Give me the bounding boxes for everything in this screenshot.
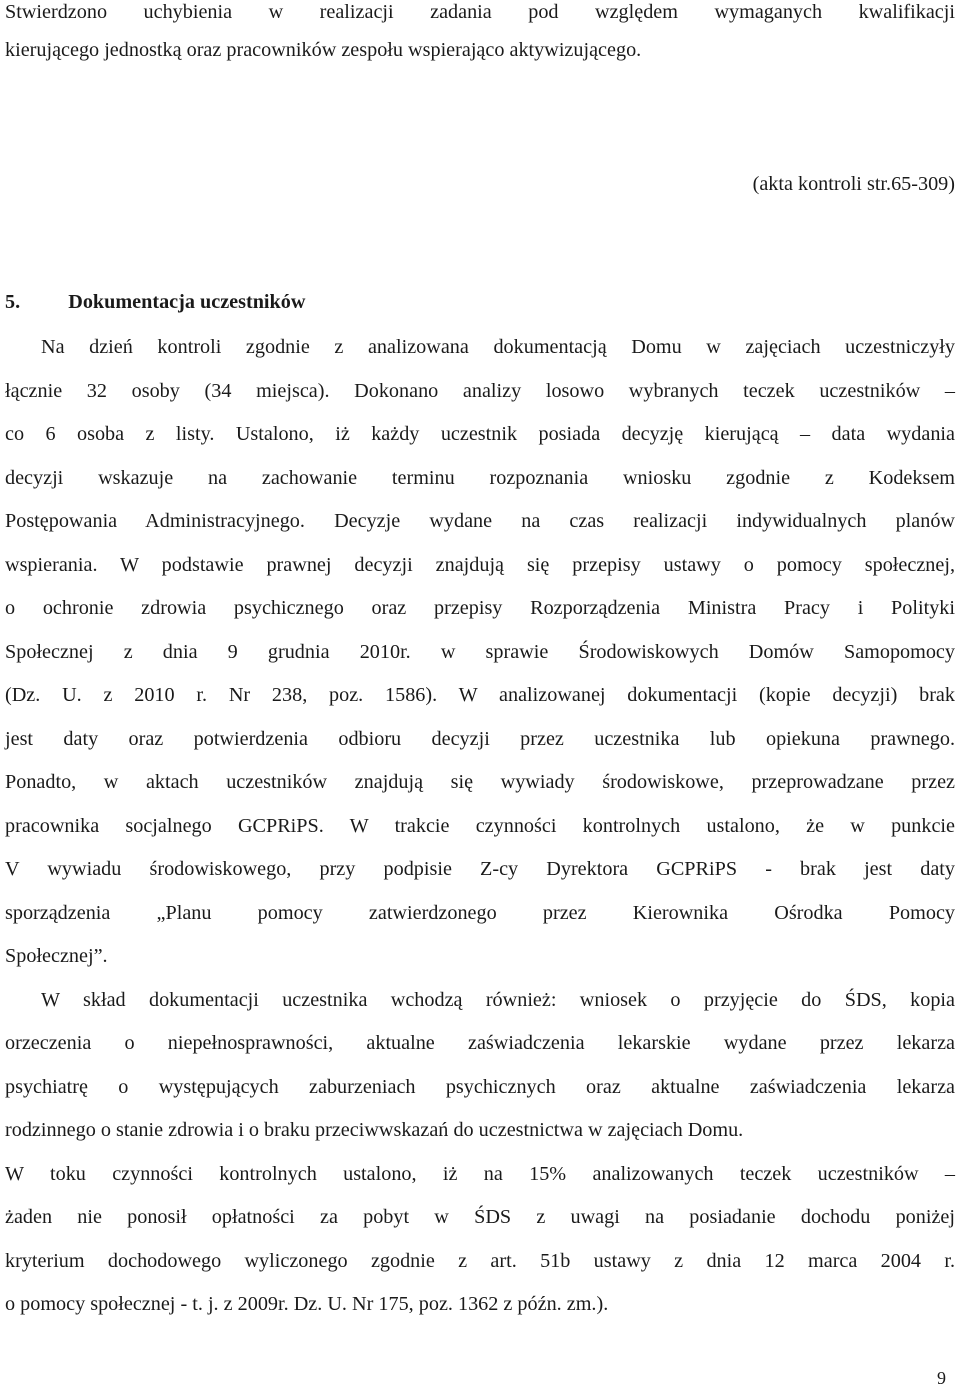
section-title: Dokumentacja uczestników bbox=[68, 291, 306, 313]
paragraph-line: co 6 osoba z listy. Ustalono, iż każdy uczestnik posiada decyzję kierującą – data wydania bbox=[5, 423, 955, 445]
paragraph-line: pracownika socjalnego GCPRiPS. W trakcie czynności kontrolnych ustalono, że w punkcie bbox=[5, 815, 955, 837]
paragraph-line: psychiatrę o występujących zaburzeniach psychicznych oraz aktualne zaświadczenia lekarza bbox=[5, 1076, 955, 1098]
paragraph-line: o pomocy społecznej - t. j. z 2009r. Dz. U. Nr 175, poz. 1362 z późn. zm.). bbox=[5, 1293, 609, 1315]
paragraph-line: Ponadto, w aktach uczestników znajdują się wywiady środowiskowe, przeprowadzane przez bbox=[5, 771, 955, 793]
paragraph-line: Na dzień kontroli zgodnie z analizowana dokumentacją Domu w zajęciach uczestniczyły bbox=[41, 336, 955, 358]
paragraph-line: o ochronie zdrowia psychicznego oraz przepisy Rozporządzenia Ministra Pracy i Polityki bbox=[5, 597, 955, 619]
intro-line: Stwierdzono uchybienia w realizacji zadania pod względem wymaganych kwalifikacji bbox=[5, 1, 955, 23]
paragraph-line: Społecznej”. bbox=[5, 945, 108, 967]
paragraph-line: W toku czynności kontrolnych ustalono, iż na 15% analizowanych teczek uczestników – bbox=[5, 1163, 955, 1185]
paragraph-line: sporządzenia „Planu pomocy zatwierdzonego przez Kierownika Ośrodka Pomocy bbox=[5, 902, 955, 924]
section-number: 5. bbox=[5, 291, 21, 313]
paragraph-line: Społecznej z dnia 9 grudnia 2010r. w sprawie Środowiskowych Domów Samopomocy bbox=[5, 641, 955, 663]
page-number: 9 bbox=[937, 1368, 946, 1388]
paragraph-line: decyzji wskazuje na zachowanie terminu rozpoznania wniosku zgodnie z Kodeksem bbox=[5, 467, 955, 489]
paragraph-line: jest daty oraz potwierdzenia odbioru decyzji przez uczestnika lub opiekuna prawnego. bbox=[5, 728, 955, 750]
intro-line: kierującego jednostką oraz pracowników zespołu wspierająco aktywizującego. bbox=[5, 39, 642, 61]
paragraph-line: żaden nie ponosił opłatności za pobyt w ŚDS z uwagi na posiadanie dochodu poniżej bbox=[5, 1206, 955, 1228]
paragraph-line: łącznie 32 osoby (34 miejsca). Dokonano analizy losowo wybranych teczek uczestników – bbox=[5, 380, 955, 402]
paragraph-line: rodzinnego o stanie zdrowia i o braku przeciwwskazań do uczestnictwa w zajęciach Domu. bbox=[5, 1119, 744, 1141]
paragraph-line: Postępowania Administracyjnego. Decyzje wydane na czas realizacji indywidualnych planów bbox=[5, 510, 955, 532]
paragraph-line: W skład dokumentacji uczestnika wchodzą również: wniosek o przyjęcie do ŚDS, kopia bbox=[41, 989, 955, 1011]
paragraph-line: orzeczenia o niepełnosprawności, aktualne zaświadczenia lekarskie wydane przez lekarza bbox=[5, 1032, 955, 1054]
reference-note: (akta kontroli str.65-309) bbox=[752, 173, 955, 195]
section-heading bbox=[5, 290, 955, 314]
paragraph-line: kryterium dochodowego wyliczonego zgodnie z art. 51b ustawy z dnia 12 marca 2004 r. bbox=[5, 1250, 955, 1272]
paragraph-line: V wywiadu środowiskowego, przy podpisie Z-cy Dyrektora GCPRiPS - brak jest daty bbox=[5, 858, 955, 880]
paragraph-line: wspierania. W podstawie prawnej decyzji znajdują się przepisy ustawy o pomocy społecznej, bbox=[5, 554, 955, 576]
paragraph-line: (Dz. U. z 2010 r. Nr 238, poz. 1586). W analizowanej dokumentacji (kopie decyzji) brak bbox=[5, 684, 955, 706]
